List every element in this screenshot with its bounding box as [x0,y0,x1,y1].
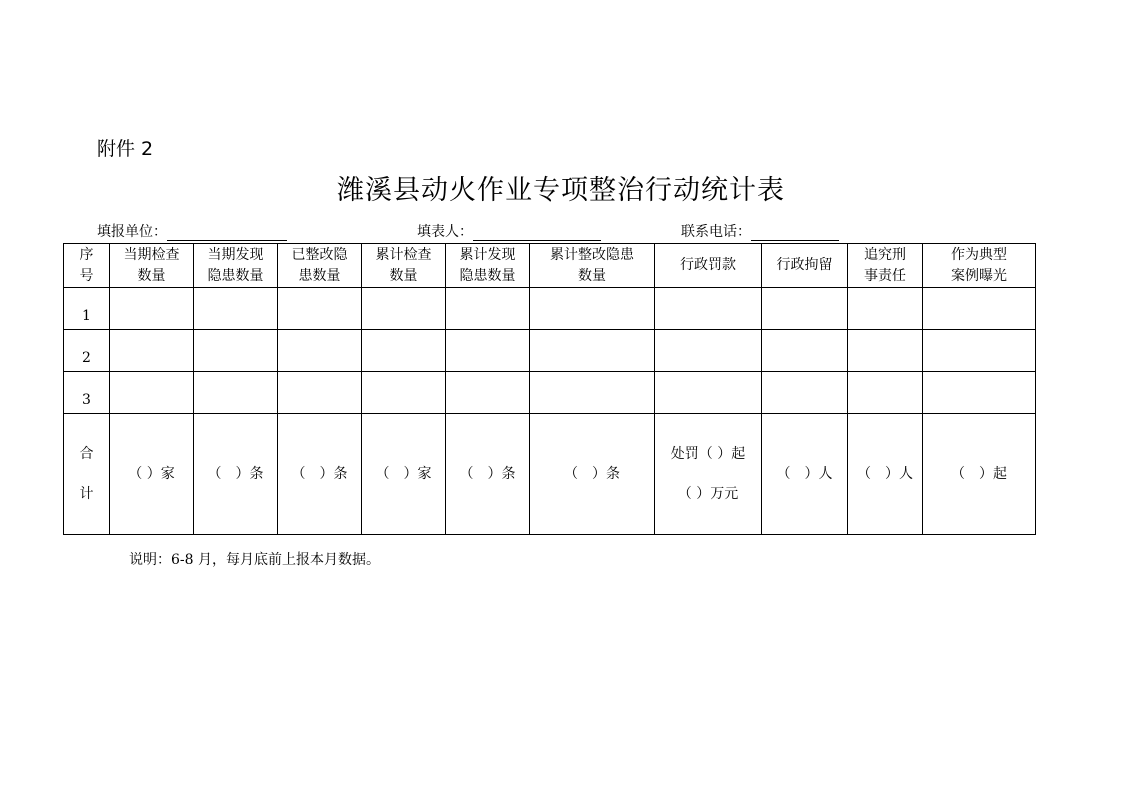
header-cell: 当期检查 数量 [110,244,194,288]
data-cell[interactable] [110,288,194,330]
person-blank-line[interactable] [473,223,601,241]
total-label: 合 计 [64,414,110,535]
total-cell[interactable]: （ ）条 [194,414,278,535]
header-cell: 已整改隐 患数量 [278,244,362,288]
data-cell[interactable] [848,288,923,330]
row-number: 1 [64,288,110,330]
data-cell[interactable] [110,372,194,414]
row-number: 2 [64,330,110,372]
data-cell[interactable] [362,372,446,414]
header-cell: 行政罚款 [655,244,762,288]
phone-blank-line[interactable] [751,223,839,241]
footnote: 说明：6-8 月，每月底前上报本月数据。 [129,552,380,568]
header-cell: 累计发现 隐患数量 [446,244,530,288]
data-cell[interactable] [848,330,923,372]
header-cell: 累计整改隐患 数量 [530,244,655,288]
header-row [64,244,1036,288]
total-cell[interactable]: （ ）条 [530,414,655,535]
data-cell[interactable] [446,330,530,372]
statistics-table [63,243,1036,535]
data-cell[interactable] [655,330,762,372]
unit-label: 填报单位： [97,224,167,240]
data-cell[interactable] [530,288,655,330]
attachment-label: 附件 2 [97,138,154,160]
total-cell[interactable]: （ ）人 [762,414,848,535]
data-cell[interactable] [278,330,362,372]
header-cell: 累计检查 数量 [362,244,446,288]
data-cell[interactable] [762,330,848,372]
data-cell[interactable] [110,330,194,372]
table-row [64,330,1036,372]
data-cell[interactable] [362,288,446,330]
data-cell[interactable] [194,330,278,372]
data-cell[interactable] [923,288,1036,330]
data-cell[interactable] [762,288,848,330]
data-cell[interactable] [278,288,362,330]
fill-phone [681,221,839,241]
fill-unit [97,221,287,241]
table-row [64,372,1036,414]
data-cell[interactable] [446,288,530,330]
data-cell[interactable] [762,372,848,414]
data-cell[interactable] [194,288,278,330]
phone-label: 联系电话： [681,224,751,240]
data-cell[interactable] [923,372,1036,414]
data-cell[interactable] [446,372,530,414]
person-label: 填表人： [417,224,473,240]
header-cell: 追究刑 事责任 [848,244,923,288]
total-cell[interactable]: （ ）家 [110,414,194,535]
data-cell[interactable] [655,372,762,414]
data-cell[interactable] [923,330,1036,372]
data-cell[interactable] [278,372,362,414]
page-title: 潍溪县动火作业专项整治行动统计表 [337,175,785,206]
data-cell[interactable] [530,372,655,414]
data-cell[interactable] [848,372,923,414]
table-row [64,288,1036,330]
header-cell: 当期发现 隐患数量 [194,244,278,288]
total-cell[interactable]: （ ）起 [923,414,1036,535]
fill-person [417,221,601,241]
data-cell[interactable] [362,330,446,372]
total-cell[interactable]: （ ）条 [278,414,362,535]
total-row [64,414,1036,535]
total-cell-fine[interactable]: 处罚（ ）起 （ ）万元 [655,414,762,535]
unit-blank-line[interactable] [167,223,287,241]
header-cell: 行政拘留 [762,244,848,288]
total-cell[interactable]: （ ）人 [848,414,923,535]
data-cell[interactable] [530,330,655,372]
row-number: 3 [64,372,110,414]
header-cell: 作为典型 案例曝光 [923,244,1036,288]
data-cell[interactable] [655,288,762,330]
header-cell: 序 号 [64,244,110,288]
total-cell[interactable]: （ ）条 [446,414,530,535]
data-cell[interactable] [194,372,278,414]
total-cell[interactable]: （ ）家 [362,414,446,535]
